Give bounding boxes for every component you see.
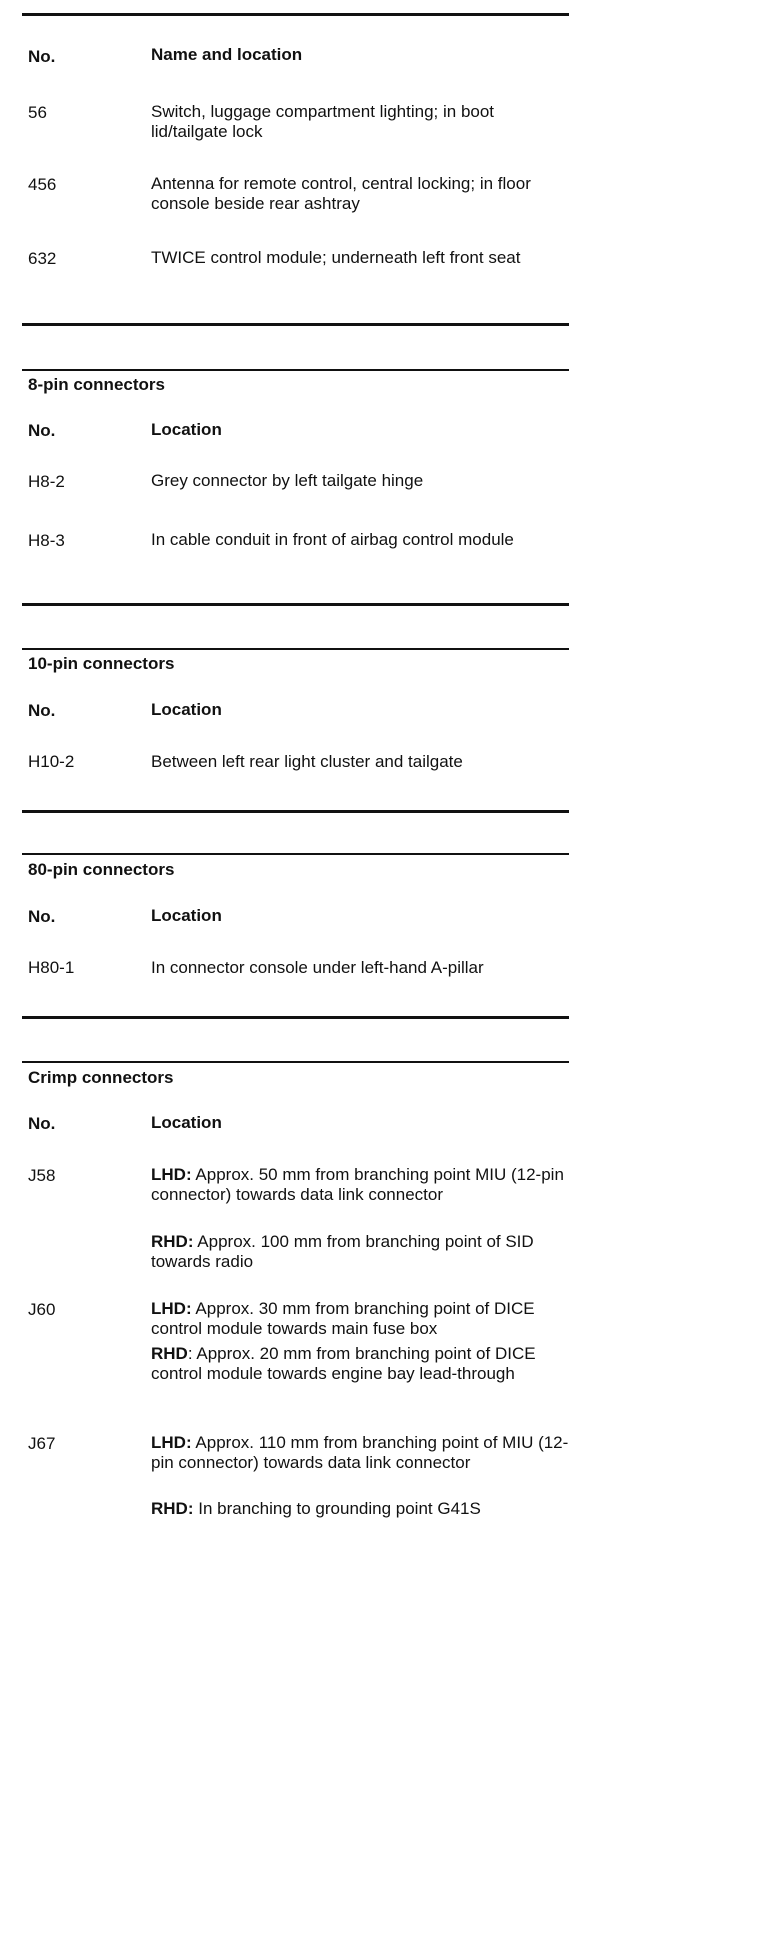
section8-bottom-rule	[22, 603, 569, 606]
section80-no-header: No.	[28, 907, 56, 926]
section8-row-no: H8-2	[28, 472, 65, 491]
crimp-row-no: J60	[28, 1300, 56, 1319]
top-rule	[22, 13, 569, 16]
table1-row-desc: Switch, luggage compartment lighting; in boot lid/tailgate lock	[151, 102, 495, 141]
table1-name-header: Name and location	[151, 45, 303, 64]
table1-row-no: 632	[28, 249, 57, 268]
rhd-prefix: RHD	[151, 1344, 188, 1363]
crimp-row-no: J58	[28, 1166, 56, 1185]
crimp-no-header: No.	[28, 1114, 56, 1133]
section80-loc-header: Location	[151, 906, 222, 925]
section8-loc-header: Location	[151, 420, 222, 439]
section80-row-no: H80-1	[28, 958, 75, 977]
table1-row-no: 56	[28, 103, 47, 122]
lhd-text: Approx. 110 mm from branching point of MIU (12-pin connector) towards data link connector	[151, 1433, 569, 1472]
crimp-loc-header: Location	[151, 1113, 222, 1132]
section8-row-desc: In cable conduit in front of airbag control module	[151, 530, 514, 549]
crimp-row-rhd	[151, 1499, 571, 1519]
section8-no-header: No.	[28, 421, 56, 440]
table1-row-desc: TWICE control module; underneath left front seat	[151, 248, 521, 267]
lhd-prefix: LHD:	[151, 1165, 192, 1184]
section80-row-desc: In connector console under left-hand A-pillar	[151, 958, 484, 977]
rhd-prefix: RHD:	[151, 1232, 194, 1251]
rhd-text: : Approx. 20 mm from branching point of DICE control module towards engine bay lead-through	[151, 1344, 536, 1383]
section10-row-desc: Between left rear light cluster and tailgate	[151, 752, 463, 771]
lhd-prefix: LHD:	[151, 1433, 192, 1452]
section8-title: 8-pin connectors	[28, 375, 165, 394]
table1-bottom-rule	[22, 323, 569, 326]
crimp-title: Crimp connectors	[28, 1068, 174, 1087]
crimp-row-rhd	[151, 1232, 571, 1272]
table1-row-desc: Antenna for remote control, central locking; in floor console beside rear ashtray	[151, 174, 531, 213]
section8-top-rule	[22, 369, 569, 371]
crimp-row-lhd	[151, 1165, 571, 1205]
section8-row-desc: Grey connector by left tailgate hinge	[151, 471, 424, 490]
table1-row-no: 456	[28, 175, 57, 194]
section10-top-rule	[22, 648, 569, 650]
crimp-top-rule	[22, 1061, 569, 1063]
lhd-prefix: LHD:	[151, 1299, 192, 1318]
rhd-prefix: RHD:	[151, 1499, 194, 1518]
section80-title: 80-pin connectors	[28, 860, 175, 879]
section10-bottom-rule	[22, 810, 569, 813]
section80-bottom-rule	[22, 1016, 569, 1019]
section10-no-header: No.	[28, 701, 56, 720]
crimp-row-lhd	[151, 1299, 571, 1339]
section10-loc-header: Location	[151, 700, 222, 719]
table1-no-header: No.	[28, 47, 56, 66]
rhd-text: In branching to grounding point G41S	[198, 1499, 481, 1518]
crimp-row-no: J67	[28, 1434, 56, 1453]
rhd-text: Approx. 100 mm from branching point of SID towards radio	[151, 1232, 534, 1271]
lhd-text: Approx. 30 mm from branching point of DICE control module towards main fuse box	[151, 1299, 535, 1338]
lhd-text: Approx. 50 mm from branching point MIU (12-pin connector) towards data link connector	[151, 1165, 564, 1204]
section10-row-no: H10-2	[28, 752, 75, 771]
crimp-row-rhd	[151, 1344, 571, 1384]
crimp-row-lhd	[151, 1433, 571, 1473]
section80-top-rule	[22, 853, 569, 855]
section10-title: 10-pin connectors	[28, 654, 175, 673]
section8-row-no: H8-3	[28, 531, 65, 550]
